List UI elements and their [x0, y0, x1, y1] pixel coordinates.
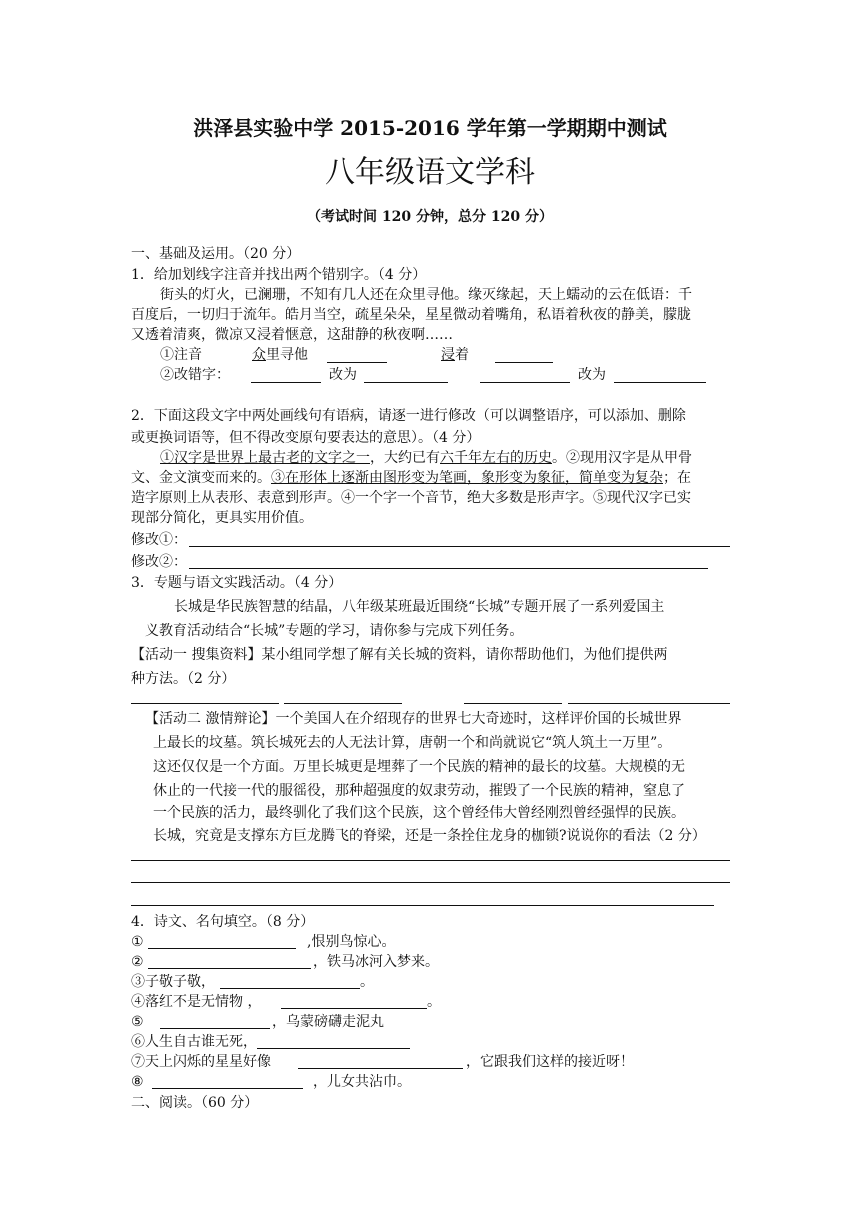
q2-fix1-label: 修改①： [131, 532, 187, 548]
q3-opinion-blank1[interactable] [131, 860, 730, 861]
q3-activity2-line1: 【活动二 激情辩论】一个美国人在介绍现存的世界七大奇迹时，这样评价国的长城世界 [145, 711, 682, 727]
q4-line2-blank[interactable] [148, 968, 311, 969]
q4-line1-blank[interactable] [148, 948, 296, 949]
q3-activity2-line5: 一个民族的活力，最终驯化了我们这个民族，这个曾经伟大曾经刚烈曾经强悍的民族。 [153, 805, 685, 821]
q3-method-blank2[interactable] [284, 703, 402, 704]
q2-para-line3: 造字原则上从表形、表意到形声。④一个字一个音节，绝大多数是形声字。⑤现代汉字已实 [131, 490, 691, 506]
q3-activity1-line1: 【活动一 搜集资料】某小组同学想了解有关长城的资料，请你帮助他们，为他们提供两 [131, 647, 668, 663]
q3-activity2-line3: 这还仅仅是一个方面。万里长城更是埋葬了一个民族的精神的最长的坟墓。大规模的无 [153, 759, 685, 775]
q3-method-blank3[interactable] [464, 703, 562, 704]
q3-activity2-line6: 长城，究竟是支撑东方巨龙腾飞的脊梁，还是一条拴住龙身的枷锁?说说你的看法（2 分） [153, 828, 706, 844]
q4-line8-blank[interactable] [152, 1088, 303, 1089]
q4-line3-suffix: 。 [360, 974, 374, 990]
section2-heading: 二、阅读。（60 分） [131, 1095, 259, 1111]
exam-subject-title: 八年级语文学科 [325, 155, 535, 190]
q4-line7-blank[interactable] [298, 1068, 463, 1069]
q4-line2-prefix: ② [131, 954, 144, 970]
q4-line8-prefix: ⑧ [131, 1074, 144, 1090]
q2-fix2-blank[interactable] [189, 568, 708, 569]
q1-wrong-char-blank1[interactable] [251, 382, 321, 383]
q2-fix1-blank[interactable] [189, 546, 730, 547]
q2-para-line4: 现部分简化，更具实用价值。 [131, 510, 313, 526]
q4-line6-blank[interactable] [257, 1048, 410, 1049]
q3-activity2-line2: 上最长的坟墓。筑长城死去的人无法计算，唐朝一个和尚就说它“筑人筑土一万里”。 [153, 735, 672, 751]
q2-underlined-sentence3: ③在形体上逐渐由图形变为笔画，象形变为象征，简单变为复杂 [271, 470, 663, 486]
q3-intro-line1: 长城是华民族智慧的结晶，八年级某班最近围绕“长城”专题开展了一系列爱国主 [174, 599, 665, 615]
q1-para-line1: 街头的灯火，已澜珊，不知有几人还在众里寻他。缘灭缘起，天上蠕动的云在低语：千 [160, 287, 692, 303]
q4-line4-suffix: 。 [427, 994, 441, 1010]
q2-para-line1: ①汉字是世界上最古老的文字之一，大约已有六千年左右的历史。②现用汉字是从甲骨 [160, 450, 692, 466]
q1-pinyin-word2: 浸着 [441, 347, 469, 363]
q4-line3-blank[interactable] [220, 988, 360, 989]
q4-line6-prefix: ⑥人生自古谁无死， [131, 1034, 257, 1050]
q3-opinion-blank2[interactable] [131, 882, 730, 883]
q1-title: 1．给加划线字注音并找出两个错别字。（4 分） [131, 267, 427, 283]
q4-line4-blank[interactable] [281, 1008, 427, 1009]
q4-line3-prefix: ③子敬子敬， [131, 974, 215, 990]
q2-underlined-sentence1: ①汉字是世界上最古老的文字之一 [160, 450, 370, 466]
q1-pinyin-label: ①注音 [160, 347, 202, 363]
q4-line5-prefix: ⑤ [131, 1014, 144, 1030]
q1-correct-char-blank2[interactable] [614, 382, 706, 383]
q3-activity2-line4: 休止的一代接一代的服徭役，那种超强度的奴隶劳动，摧毁了一个民族的精神，窒息了 [153, 783, 685, 799]
q3-activity1-line2: 种方法。（2 分） [131, 671, 236, 687]
q1-pinyin-word1: 众里寻他 [252, 347, 308, 363]
q2-underlined-phrase: 六千年左右的历史 [440, 450, 552, 466]
q4-line2-suffix: ，铁马冰河入梦来。 [313, 954, 439, 970]
q3-intro-line2: 义教育活动结合“长城”专题的学习，请你参与完成下列任务。 [145, 623, 524, 639]
q1-para-line2: 百度后，一切归于流年。皓月当空，疏星朵朵，星星微动着嘴角，私语着秋夜的静美，朦胧 [131, 307, 691, 323]
q2-title-line2: 或更换词语等，但不得改变原句要表达的意思）。（4 分） [131, 430, 481, 446]
q1-pinyin-blank2[interactable] [495, 362, 553, 363]
q1-correct-char-blank1[interactable] [364, 382, 448, 383]
q4-line4-prefix: ④落红不是无情物 ， [131, 994, 262, 1010]
q1-change-label2: 改为 [578, 367, 606, 383]
q3-method-blank1[interactable] [131, 703, 279, 704]
q1-para-line3: 又透着清爽，微凉又浸着惬意，这甜静的秋夜啊…… [131, 327, 453, 343]
q1-change-label1: 改为 [329, 367, 357, 383]
q4-line7-prefix: ⑦天上闪烁的星星好像 [131, 1054, 271, 1070]
q3-opinion-blank3[interactable] [131, 905, 714, 906]
q1-fix-label: ②改错字： [160, 367, 230, 383]
q4-line1-suffix: ,恨别鸟惊心。 [307, 934, 396, 950]
exam-time-info: （考试时间 120 分钟，总分 120 分） [307, 209, 553, 225]
q4-title: 4．诗文、名句填空。（8 分） [131, 914, 315, 930]
section1-heading: 一、基础及运用。（20 分） [131, 246, 301, 262]
q2-para-line2: 文、金文演变而来的。③在形体上逐渐由图形变为笔画，象形变为象征，简单变为复杂；在 [131, 470, 691, 486]
q4-line1-prefix: ① [131, 934, 144, 950]
q4-line5-suffix: ，乌蒙磅礴走泥丸 [272, 1014, 384, 1030]
q2-fix2-label: 修改②： [131, 554, 187, 570]
q3-title: 3．专题与语文实践活动。（4 分） [131, 575, 343, 591]
q1-wrong-char-blank2[interactable] [480, 382, 570, 383]
q2-title-line1: 2．下面这段文字中两处画线句有语病，请逐一进行修改（可以调整语序，可以添加、删除 [131, 408, 686, 424]
q3-method-blank4[interactable] [568, 703, 730, 704]
q4-line7-suffix: ，它跟我们这样的接近呀！ [466, 1054, 634, 1070]
q4-line5-blank[interactable] [160, 1028, 270, 1029]
q1-pinyin-blank1[interactable] [327, 362, 387, 363]
q4-line8-suffix: ，儿女共沾巾。 [313, 1074, 411, 1090]
q1-underlined-char2: 浸 [441, 347, 455, 363]
exam-school-title: 洪泽县实验中学 2015-2016 学年第一学期期中测试 [193, 116, 667, 140]
q1-underlined-char1: 众 [252, 347, 266, 363]
